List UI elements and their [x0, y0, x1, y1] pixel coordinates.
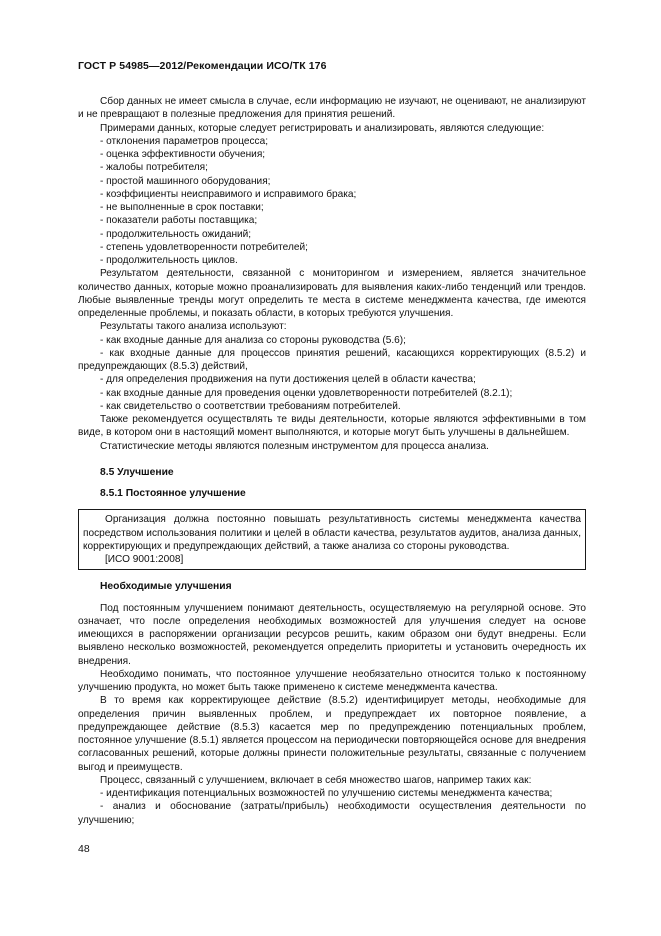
list-item: - оценка эффективности обучения; [100, 149, 266, 160]
quote-text: Организация должна постоянно повышать результативность системы менеджмента качества посредством использования политики и целей в области качества, результатов аудитов, анализа данных, корректирующих и предупреждающих действий, а также анализа со стороны руководства. [83, 514, 581, 552]
paragraph: Под постоянным улучшением понимают деятельность, осуществляемую на регулярной основе. Это означает, что после определения необходимых возможностей для улучшения следует на основе имеющихся в распоряжении организации ресурсов решить, каким образом они будут внедрены. Если выявлено несколько возможностей, рекомендуется определить приоритеты и установить очередность их внедрения. [78, 602, 586, 667]
list-item: - идентификация потенциальных возможностей по улучшению системы менеджмента качества; [100, 788, 553, 799]
list-item: - как входные данные для анализа со стороны руководства (5.6); [100, 334, 406, 346]
paragraph: Необходимо понимать, что постоянное улучшение необязательно относится только к постоянному улучшению продукта, но может быть также применено к системе менеджмента качества. [78, 668, 586, 693]
list-item: - не выполненные в срок поставки; [100, 202, 264, 213]
paragraph: Сбор данных не имеет смысла в случае, если информацию не изучают, не оценивают, не анализируют и не превращают в полезные предложения для принятия решений. [78, 96, 586, 121]
list-item: - как входные данные для проведения оценки удовлетворенности потребителей (8.2.1); [100, 387, 513, 399]
paragraph: Примерами данных, которые следует регистрировать и анализировать, являются следующие: [100, 122, 545, 134]
paragraph: Также рекомендуется осуществлять те виды деятельности, которые являются эффективными в том виде, в котором они в настоящий момент выполняются, и которые могут быть улучшены в дальнейшем. [78, 414, 586, 439]
list-item: - коэффициенты неисправимого и исправимого брака; [100, 188, 357, 200]
section-heading: 8.5 Улучшение [100, 466, 174, 478]
list-item: - как свидетельство о соответствии требованиям потребителей. [100, 400, 401, 412]
document-header: ГОСТ Р 54985—2012/Рекомендации ИСО/ТК 176 [78, 60, 327, 72]
paragraph: Статистические методы являются полезным инструментом для процесса анализа. [100, 440, 489, 452]
paragraph: В то время как корректирующее действие (8.5.2) идентифицирует методы, необходимые для определения причин выявленных проблем, и предупреждает их повторное появление, а предупреждающее действие (8.5.3) касается мер по предупреждению потенциальных проблем, постоянное улучшение (8.5.1) является процессом на периодически повторяющейся основе для внедрения согласованных решений, которые должны принести положительные результаты, связанные с получением выгод и преимуществ. [78, 695, 586, 773]
subsection-heading: 8.5.1 Постоянное улучшение [100, 488, 246, 499]
paragraph: Результатом деятельности, связанной с мониторингом и измерением, является значительное количество данных, которые можно проанализировать для выявления каких-либо тенденций или трендов. Любые выявленные тренды могут определить те места в системе менеджмента качества, где имеются определенные проблемы, и показать области, в которых требуются улучшения. [78, 268, 586, 319]
quote-reference: [ИСО 9001:2008] [105, 554, 184, 565]
list-item: - продолжительность циклов. [100, 255, 238, 266]
list-item: - простой машинного оборудования; [100, 175, 271, 187]
list-item: - анализ и обоснование (затраты/прибыль) необходимости осуществления деятельности по улучшению; [78, 801, 586, 826]
list-item: - степень удовлетворенности потребителей; [100, 241, 308, 253]
list-item: - продолжительность ожиданий; [100, 228, 252, 240]
page-number: 48 [78, 843, 90, 855]
list-item: - показатели работы поставщика; [100, 215, 258, 227]
list-item: - как входные данные для процессов принятия решений, касающихся корректирующих (8.5.2) и предупреждающих (8.5.3) действий, [78, 347, 586, 372]
page-content [78, 95, 586, 827]
list-item: - для определения продвижения на пути достижения целей в области качества; [100, 374, 476, 386]
paragraph: Процесс, связанный с улучшением, включает в себя множество шагов, например таких как: [100, 774, 532, 786]
paragraph: Результаты такого анализа используют: [100, 321, 287, 333]
list-item: - отклонения параметров процесса; [100, 135, 269, 147]
list-item: - жалобы потребителя; [100, 162, 208, 174]
standard-quote-box [78, 509, 586, 570]
needed-improvements-heading: Необходимые улучшения [100, 581, 232, 593]
